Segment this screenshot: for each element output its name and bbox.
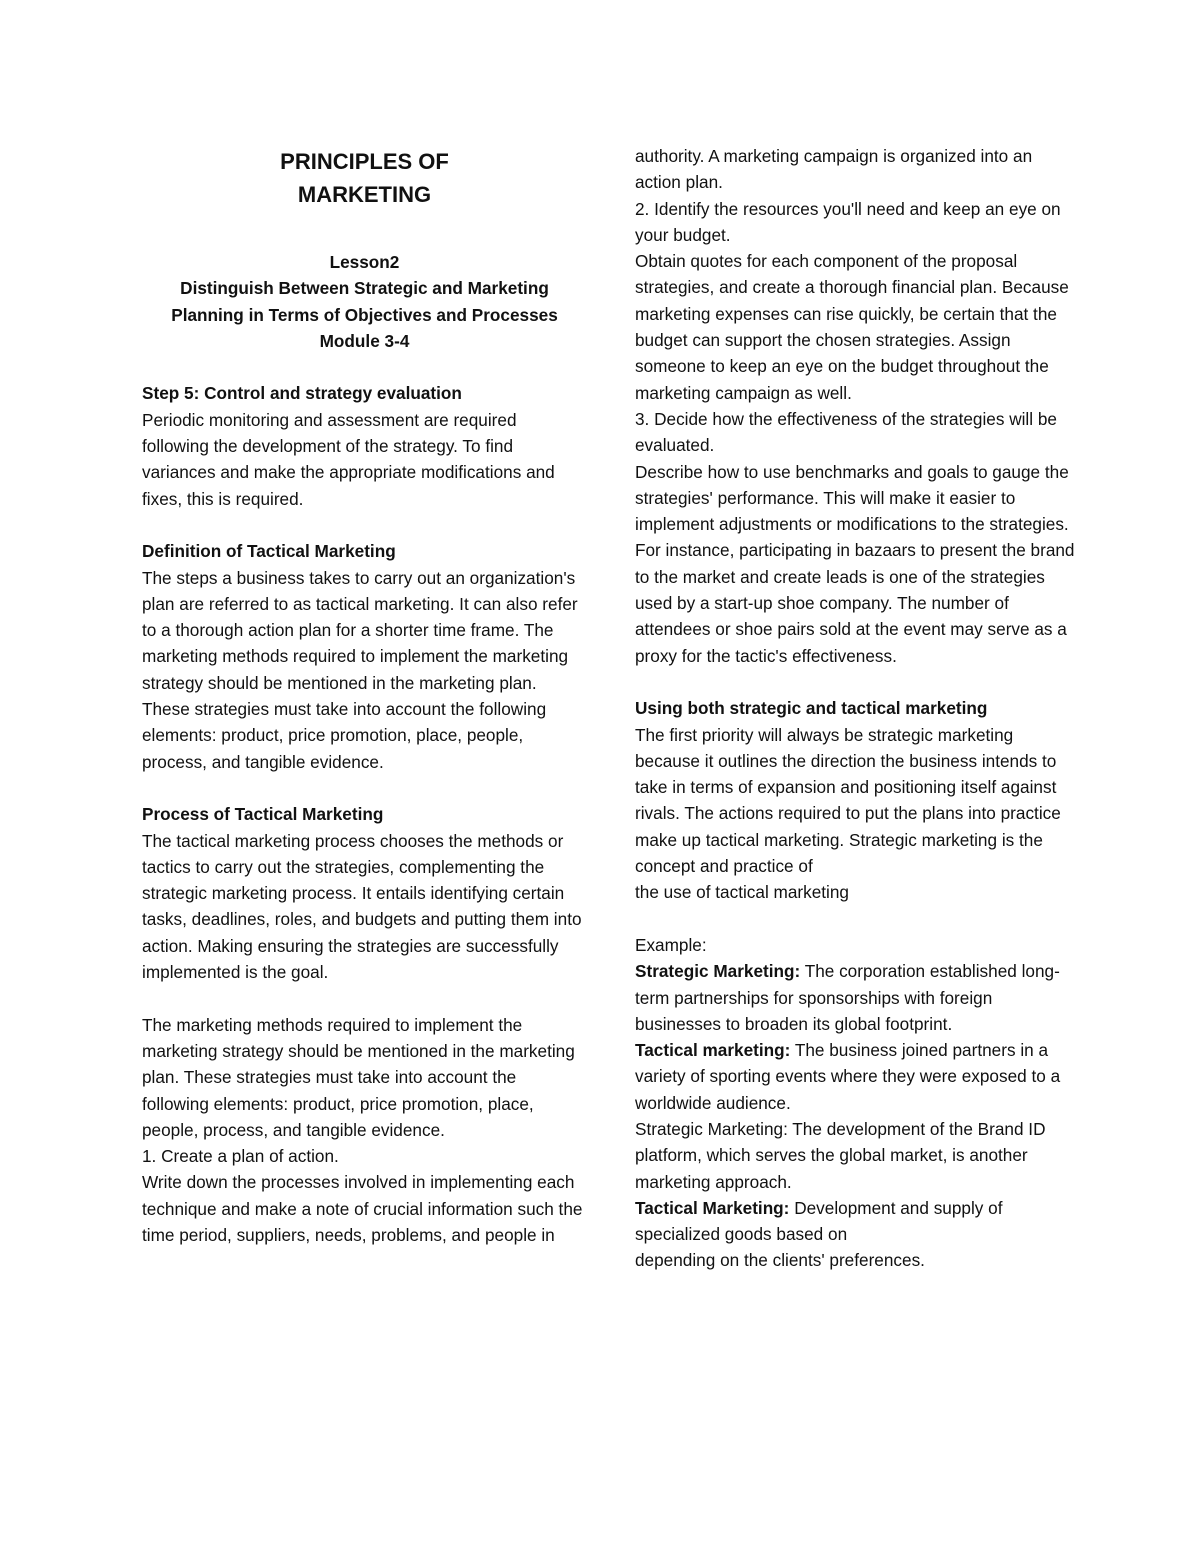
lesson-subtitle: Distinguish Between Strategic and Marketing Planning in Terms of Objectives and Processes (171, 278, 558, 325)
example-tactical-2-text: Development and supply of specialized goods based on (635, 1197, 1003, 1245)
document-title-line2: MARKETING (297, 182, 432, 207)
definition-text: The steps a business takes to carry out an organization's plan are referred to as tactical marketing. It can also refer to a thorough action plan for a shorter time frame. The marketing methods required to implement the marketing strategy should be mentioned in the marketing plan. These strategies must take into account the following elements: product, price promotion, place, people, process, and tangible evidence. (142, 567, 578, 772)
example-strategic-2: Strategic Marketing: The development of the Brand ID platform, which serves the global market, is another marketing approach. (635, 1118, 1046, 1192)
example-tactical-1-text: The business joined partners in a variety of sporting events where they were exposed to a worldwide audience. (635, 1040, 1061, 1113)
example-tactical-2-continued: depending on the clients' preferences. (635, 1250, 925, 1271)
step5-heading: Step 5: Control and strategy evaluation (142, 383, 462, 404)
methods-text: The marketing methods required to implement the marketing strategy should be mentioned in the marketing plan. These strategies must take into account the following elements: product, price promotion, place, people, process, and tangible evidence. (142, 1014, 575, 1140)
step1-heading: 1. Create a plan of action. (142, 1146, 339, 1167)
example-tactical-1 (635, 1037, 1080, 1116)
example-strategic-1-text: The corporation established long-term partnerships for sponsorships with foreign businesses to broaden its global footprint. (635, 961, 1060, 1034)
step2-text: Obtain quotes for each component of the proposal strategies, and create a thorough financial plan. Because marketing expenses can rise quickly, be certain that the budget can support the chosen strategies. Assign someone to keep an eye on the budget throughout the marketing campaign as well. (635, 251, 1069, 403)
definition-heading: Definition of Tactical Marketing (142, 541, 396, 562)
example-strategic-1-label: Strategic Marketing: (635, 961, 801, 982)
right-column (635, 143, 1080, 1274)
step1-text: Write down the processes involved in implementing each technique and make a note of crucial information such the time period, suppliers, needs, problems, and people in (142, 1172, 583, 1245)
example-tactical-1-label: Tactical marketing: (635, 1040, 791, 1061)
module-label: Module 3-4 (319, 330, 410, 351)
step3-text: Describe how to use benchmarks and goals to gauge the strategies' performance. This will make it easier to implement adjustments or modifications to the strategies. For instance, participating in bazaars to present the brand to the market and create leads is one of the strategies used by a start-up shoe company. The number of attendees or shoe pairs sold at the event may serve as a proxy for the tactic's effectiveness. (635, 461, 1075, 666)
left-column (142, 145, 587, 1248)
document-title-line1: PRINCIPLES OF (280, 149, 449, 174)
process-text: The tactical marketing process chooses the methods or tactics to carry out the strategies, complementing the strategic marketing process. It entails identifying certain tasks, deadlines, roles, and budgets and putting them into action. Making ensuring the strategies are successfully implemented is the goal. (142, 830, 582, 983)
step5-text: Periodic monitoring and assessment are required following the development of the strategy. To find variances and make the appropriate modifications and fixes, this is required. (142, 409, 555, 509)
step3-heading: 3. Decide how the effectiveness of the strategies will be evaluated. (635, 408, 1057, 456)
example-tactical-2-label: Tactical Marketing: (635, 1197, 790, 1218)
example-label: Example: (635, 934, 707, 955)
example-tactical-2 (635, 1195, 1080, 1248)
example-strategic-1 (635, 958, 1080, 1037)
process-heading: Process of Tactical Marketing (142, 804, 384, 825)
using-text-continued: the use of tactical marketing (635, 882, 849, 903)
using-text: The first priority will always be strategic marketing because it outlines the direction the business intends to take in terms of expansion and positioning itself against rivals. The actions required to put the plans into practice make up tactical marketing. Strategic marketing is the concept and practice of (635, 724, 1061, 877)
using-heading: Using both strategic and tactical marketing (635, 698, 988, 719)
continued-text: authority. A marketing campaign is organized into an action plan. (635, 146, 1033, 193)
lesson-label: Lesson2 (329, 252, 400, 272)
step2-heading: 2. Identify the resources you'll need and keep an eye on your budget. (635, 198, 1061, 245)
